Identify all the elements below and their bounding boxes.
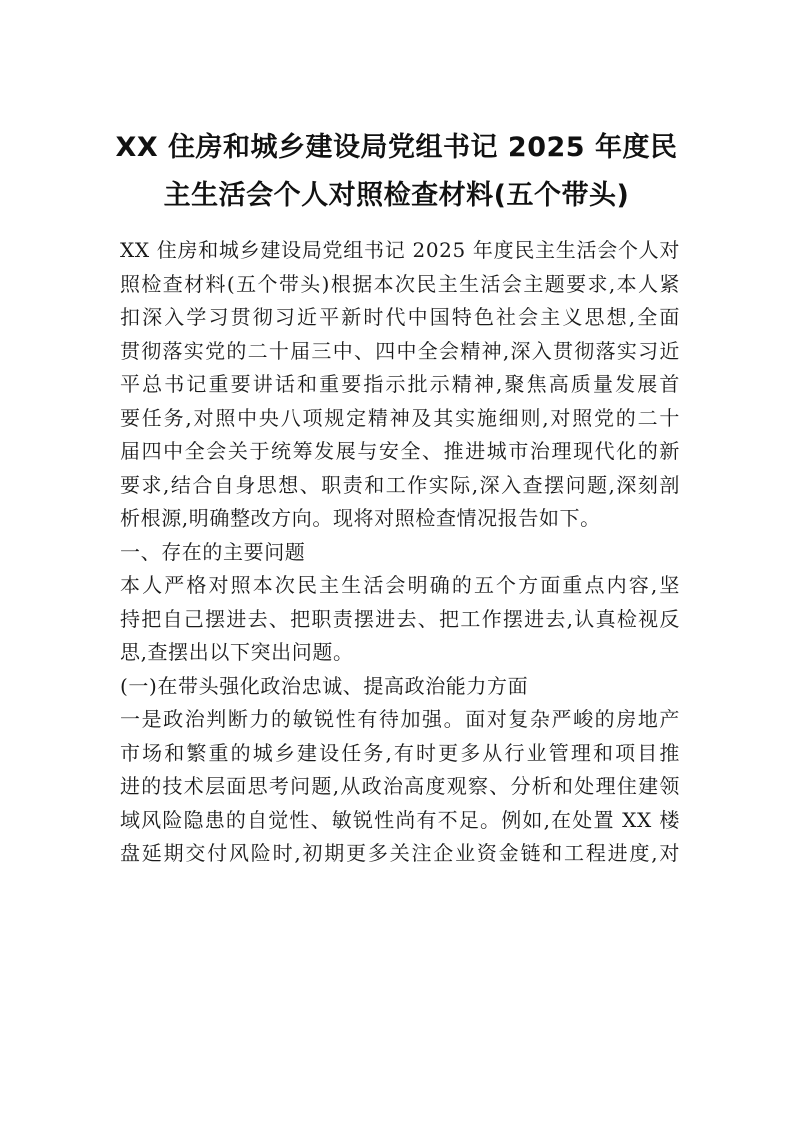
body-line: 扣深入学习贯彻习近平新时代中国特色社会主义思想,全面 bbox=[120, 305, 680, 329]
document-body bbox=[120, 234, 680, 871]
body-line: 贯彻落实党的二十届三中、四中全会精神,深入贯彻落实习近 bbox=[120, 338, 680, 363]
document-title bbox=[110, 124, 683, 220]
body-line: 本人严格对照本次民主生活会明确的五个方面重点内容,坚 bbox=[120, 573, 680, 597]
body-line: 一是政治判断力的敏锐性有待加强。面对复杂严峻的房地产 bbox=[120, 707, 680, 731]
title-line-2: 主生活会个人对照检查材料(五个带头) bbox=[163, 180, 630, 211]
body-line: 域风险隐患的自觉性、敏锐性尚有不足。例如,在处置 XX 楼 bbox=[120, 807, 680, 832]
body-line: 思,查摆出以下突出问题。 bbox=[120, 640, 354, 664]
body-line: 析根源,明确整改方向。现将对照检查情况报告如下。 bbox=[120, 506, 601, 530]
body-line: XX 住房和城乡建设局党组书记 2025 年度民主生活会个人对 bbox=[120, 238, 680, 262]
body-line: 盘延期交付风险时,初期更多关注企业资金链和工程进度,对 bbox=[120, 841, 680, 865]
body-line: 平总书记重要讲话和重要指示批示精神,聚焦高质量发展首 bbox=[120, 372, 680, 396]
body-line: 进的技术层面思考问题,从政治高度观察、分析和处理住建领 bbox=[120, 774, 680, 798]
body-line: 要求,结合自身思想、职责和工作实际,深入查摆问题,深刻剖 bbox=[120, 472, 680, 497]
title-line-1: XX 住房和城乡建设局党组书记 2025 年度民 bbox=[115, 132, 678, 163]
body-line: 照检查材料(五个带头)根据本次民主生活会主题要求,本人紧 bbox=[120, 271, 680, 296]
section-heading: 一、存在的主要问题 bbox=[120, 539, 306, 564]
body-line: 持把自己摆进去、把职责摆进去、把工作摆进去,认真检视反 bbox=[120, 606, 680, 631]
subsection-heading: (一)在带头强化政治忠诚、提高政治能力方面 bbox=[120, 673, 529, 698]
body-line: 市场和繁重的城乡建设任务,有时更多从行业管理和项目推 bbox=[120, 740, 680, 765]
body-line: 届四中全会关于统筹发展与安全、推进城市治理现代化的新 bbox=[120, 439, 680, 463]
body-line: 要任务,对照中央八项规定精神及其实施细则,对照党的二十 bbox=[120, 405, 680, 430]
